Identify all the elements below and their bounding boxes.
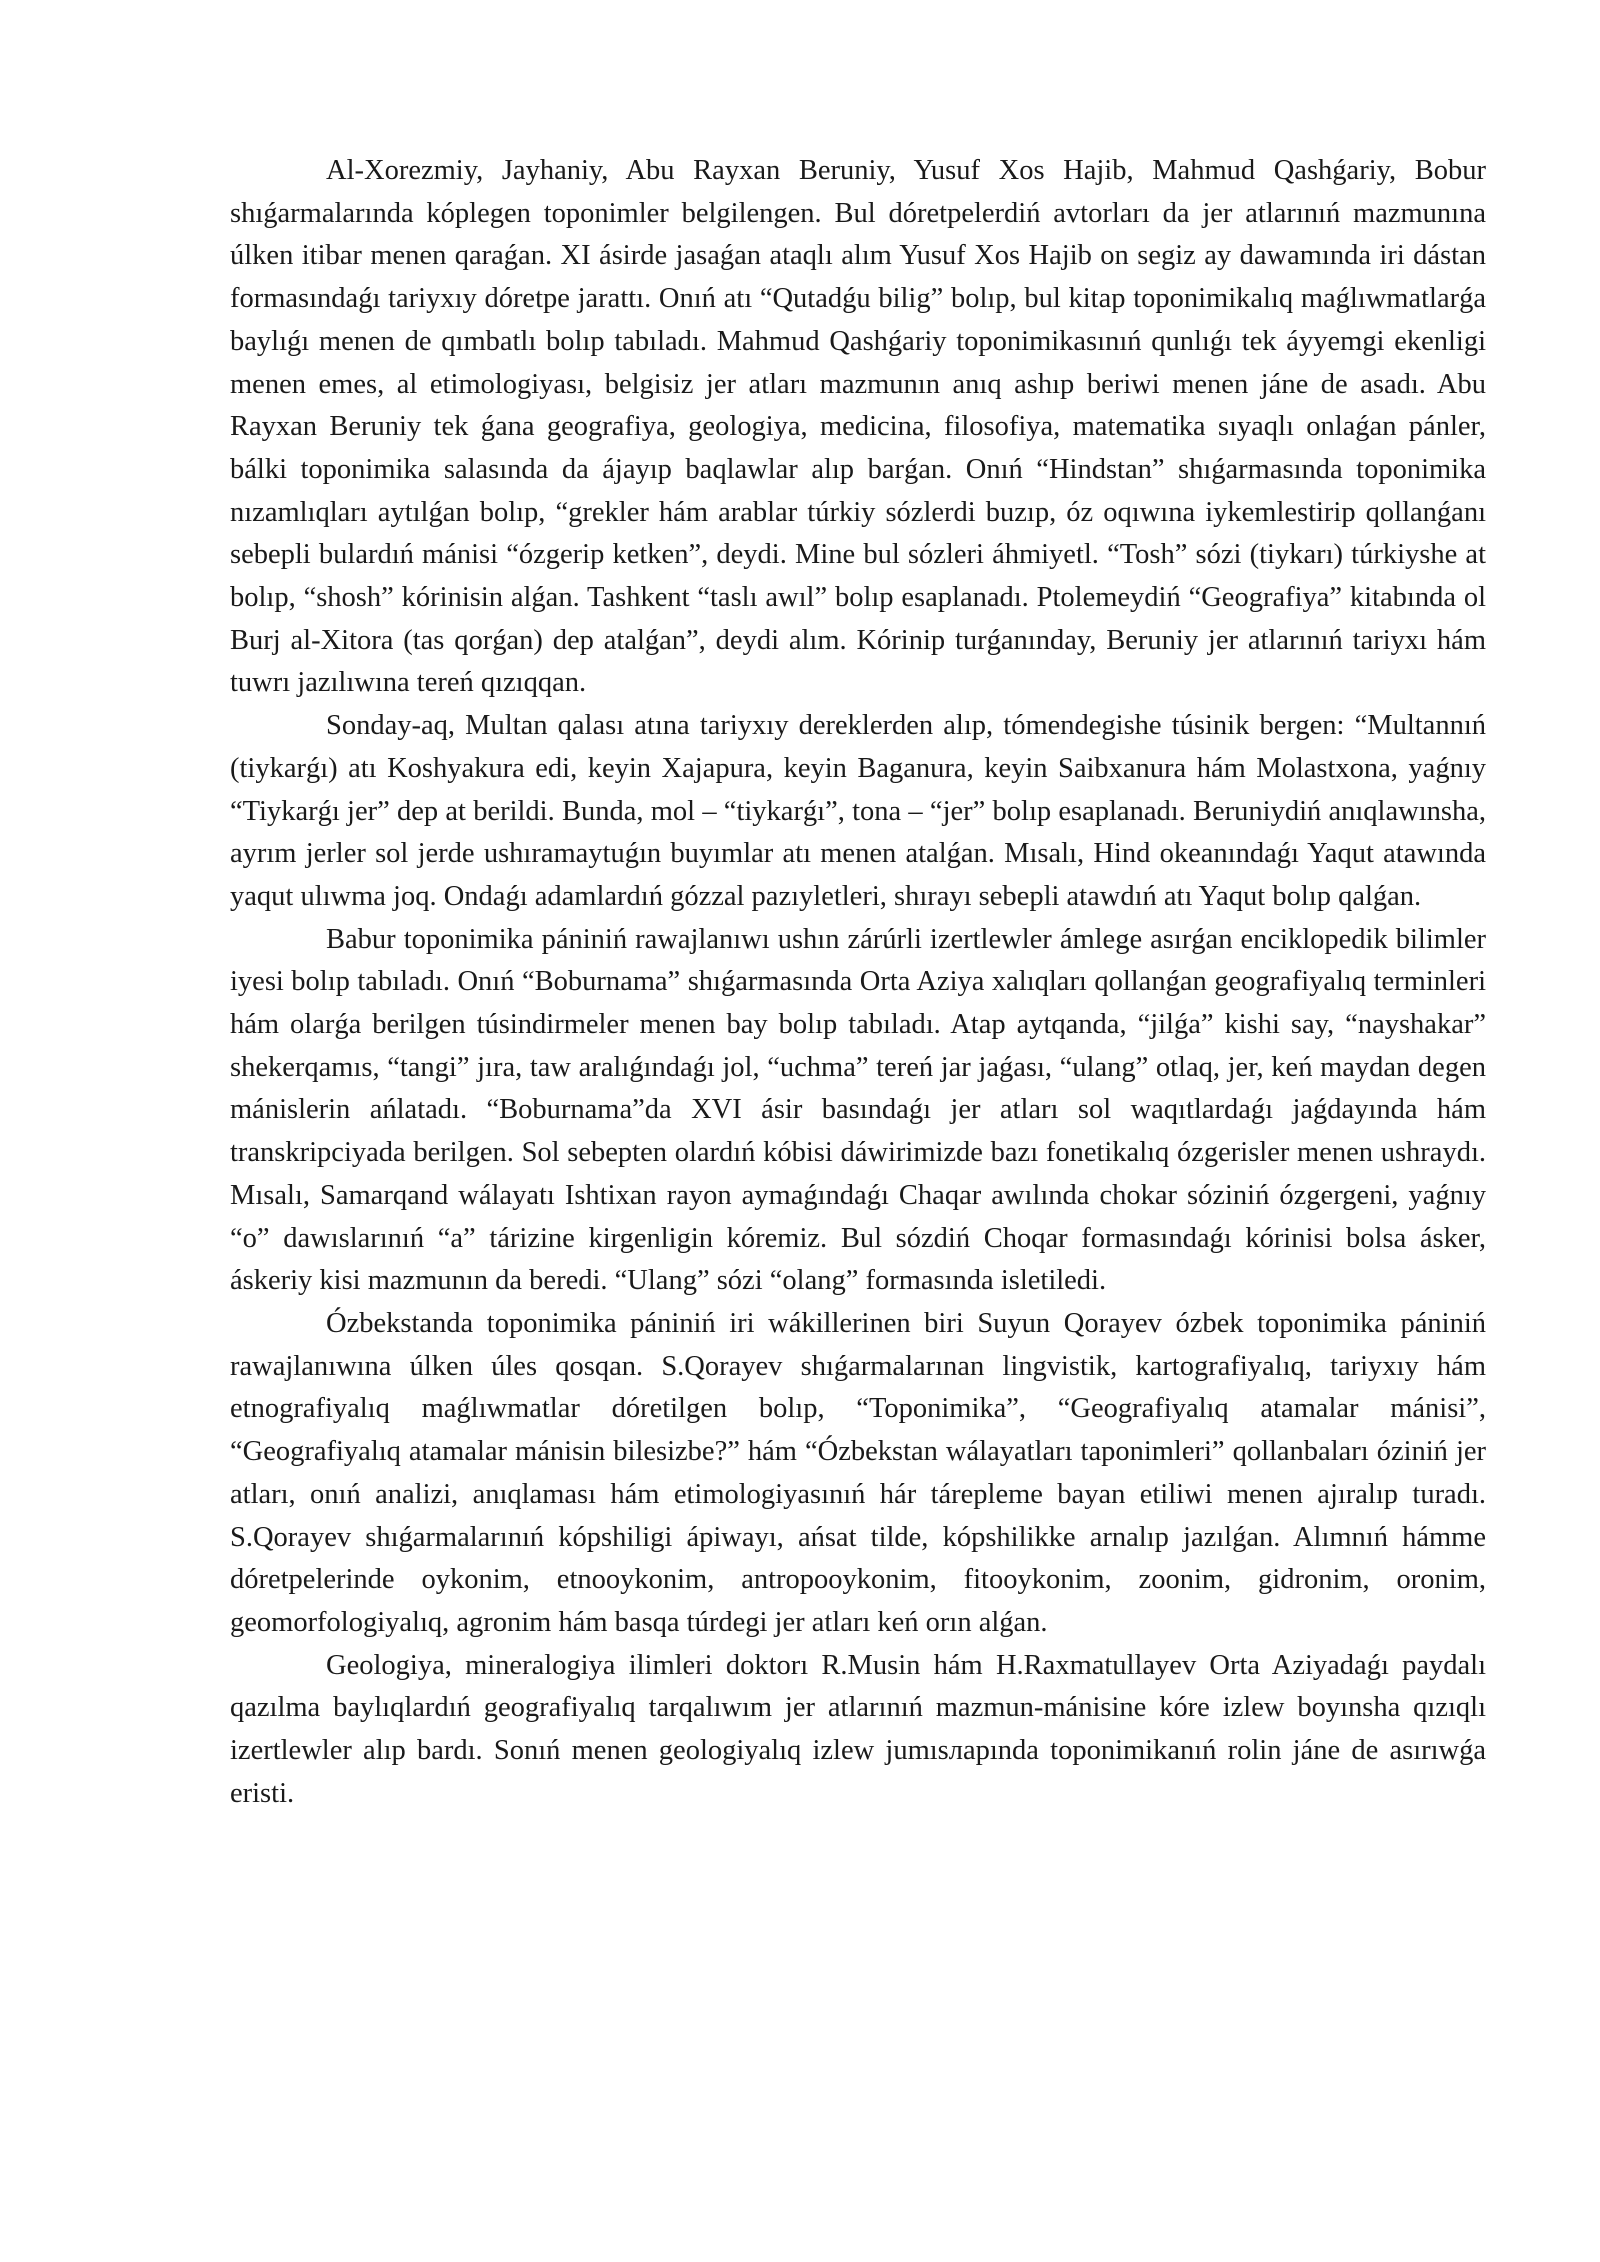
paragraph-3: Babur toponimika pániniń rawajlanıwı ushın zárúrli izertlewler ámlege asırǵan enciklopedik bilimler iyesi bolıp tabıladı. Onıń “Boburnama” shıǵarmasında Orta Aziya xalıqları qollanǵan geografiyalıq terminleri hám olarǵa berilgen túsindirmeler menen bay bolıp tabıladı. Atap aytqanda, “jilǵa” kishi say, “nayshakar” shekerqamıs, “tangi” jıra, taw aralıǵındaǵı jol, “uchma” tereń jar jaǵası, “ulang” otlaq, jer, keń maydan degen mánislerin ańlatadı. “Boburnama”da XVI ásir basındaǵı jer atları sol waqıtlardaǵı jaǵdayında hám transkripciyada berilgen. Sol sebepten olardıń kóbisi dáwirimizde bazı fonetikalıq ózgerisler menen ushraydı. Mısalı, Samarqand wálayatı Ishtixan rayon aymaǵındaǵı Chaqar awılında chokar sóziniń ózgergeni, yaǵnıy “o” dawıslarınıń “a” tárizine kirgenligin kóremiz. Bul sózdiń Choqar formasındaǵı kórinisi bolsa ásker, áskeriy kisi mazmunın da beredi. “Ulang” sózi “olang” formasında isletiledi. xyxy=(230,923,1486,1297)
paragraph-5: Geologiya, mineralogiya ilimleri doktorı R.Musin hám H.Raxmatullayev Orta Aziyadaǵı paydalı qazılma baylıqlardıń geografiyalıq tarqalıwım jer atlarınıń mazmun-mánisine kóre izlew boyınsha qızıqlı izertlewler alıp bardı. Sonıń menen geologiyalıq izlew jumısларında toponimikanıń rolin jáne de asırıwǵa eristi. xyxy=(230,1649,1486,1809)
paragraph-2: Sonday-aq, Multan qalası atına tariyxıy dereklerden alıp, tómendegishe túsinik bergen: “Multannıń (tiykarǵı) atı Koshyakura edi, keyin Xajapura, keyin Baganura, keyin Saibxanura hám Molastxona, yaǵnıy “Tiykarǵı jer” dep at berildi. Bunda, mol – “tiykarǵı”, tona – “jer” bolıp esaplanadı. Beruniydiń anıqlawınsha, ayrım jerler sol jerde ushıramaytuǵın buyımlar atı menen atalǵan. Mısalı, Hind okeanındaǵı Yaqut atawında yaqut ulıwma joq. Ondaǵı adamlardıń gózzal pazıyletleri, shırayı sebepli atawdıń atı Yaqut bolıp qalǵan. xyxy=(230,710,1486,912)
paragraph-1: Al-Xorezmiy, Jayhaniy, Abu Rayxan Beruniy, Yusuf Xos Hajib, Mahmud Qashǵariy, Bobur shıǵarmalarında kóplegen toponimler belgilengen. Bul dóretpelerdiń avtorları da jer atlarınıń mazmunına úlken itibar menen qaraǵan. XI ásirde jasaǵan ataqlı alım Yusuf Xos Hajib on segiz ay dawamında iri dástan formasındaǵı tariyxıy dóretpe jarattı. Onıń atı “Qutadǵu bilig” bolıp, bul kitap toponimikalıq maǵlıwmatlarǵa baylıǵı menen de qımbatlı bolıp tabıladı. Mahmud Qashǵariy toponimikasınıń qunlıǵı tek áyyemgi ekenligi menen emes, al etimologiyası, belgisiz jer atları mazmunın anıq ashıp beriwi menen jáne de asadı. Abu Rayxan Beruniy tek ǵana geografiya, geologiya, medicina, filosofiya, matematika sıyaqlı onlaǵan pánler, bálki toponimika salasında da ájayıp baqlawlar alıp barǵan. Onıń “Hindstan” shıǵarmasında toponimika nızamlıqları aytılǵan bolıp, “grekler hám arablar túrkiy sózlerdi buzıp, óz oqıwına iykemlestirip qollanǵanı sebepli bulardıń mánisi “ózgerip ketken”, deydi. Mine bul sózleri áhmiyetl. “Tosh” sózi (tiykarı) túrkiyshe at bolıp, “shosh” kórinisin alǵan. Tashkent “taslı awıl” bolıp esaplanadı. Ptolemeydiń “Geografiya” kitabında ol Burj al-Xitora (tas qorǵan) dep atalǵan”, deydi alım. Kórinip turǵanınday, Beruniy jer atlarınıń tariyxı hám tuwrı jazılıwına tereń qızıqqan. xyxy=(230,155,1486,699)
paragraph-4: Ózbekstanda toponimika pániniń iri wákillerinen biri Suyun Qorayev ózbek toponimika pániniń rawajlanıwına úlken úles qosqan. S.Qorayev shıǵarmalarınan lingvistik, kartografiyalıq, tariyxıy hám etnografiyalıq maǵlıwmatlar dóretilgen bolıp, “Toponimika”, “Geografiyalıq atamalar mánisi”, “Geografiyalıq atamalar mánisin bilesizbe?” hám “Ózbekstan wálayatları taponimleri” qollanbaları óziniń jer atları, onıń analizi, anıqlaması hám etimologiyasınıń hár tárepleme bayan etiliwi menen ajıralıp turadı. S.Qorayev shıǵarmalarınıń kópshiligi ápiwayı, ańsat tilde, kópshilikke arnalıp jazılǵan. Alımnıń hámme dóretpelerinde oykonim, etnooykonim, antropooykonim, fitooykonim, zoonim, gidronim, oronim, geomorfologiyalıq, agronim hám basqa túrdegi jer atları keń orın alǵan. xyxy=(230,1307,1486,1638)
document-body xyxy=(230,150,1486,1815)
